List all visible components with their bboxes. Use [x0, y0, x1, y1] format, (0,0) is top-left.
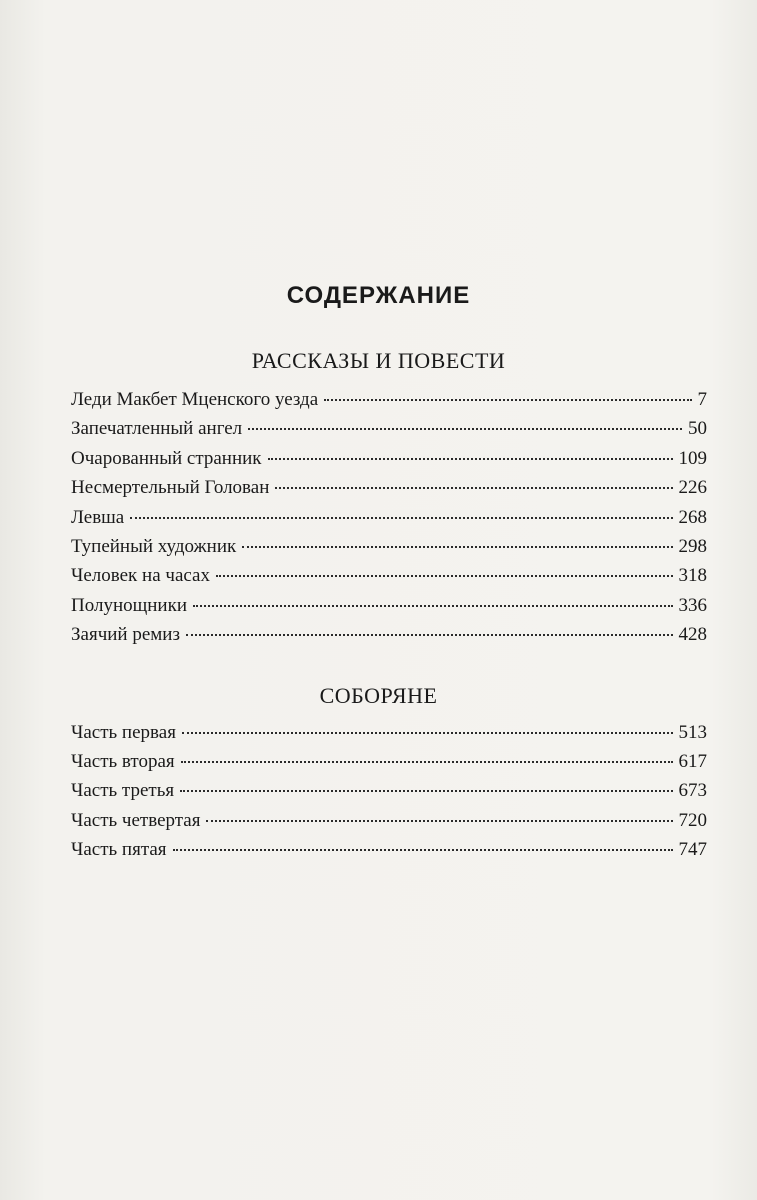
section-heading-stories: РАССКАЗЫ И ПОВЕСТИ — [251, 348, 506, 373]
toc-entry-title: Несмертельный Голован — [71, 477, 270, 499]
dot-leader — [186, 634, 673, 636]
toc-entry — [71, 418, 707, 447]
dot-leader — [182, 732, 673, 734]
toc-entry — [71, 507, 707, 536]
toc-entry-page: 720 — [678, 809, 707, 831]
dot-leader — [268, 458, 673, 460]
toc-entry-page: 318 — [678, 565, 707, 587]
toc-entry — [71, 810, 707, 839]
toc-list-soboryane — [71, 722, 707, 868]
toc-entry-title: Часть третья — [71, 780, 175, 802]
toc-entry-page: 7 — [697, 389, 707, 410]
toc-entry-page: 428 — [678, 624, 707, 646]
toc-entry-title: Часть первая — [71, 722, 176, 743]
toc-entry-title: Часть вторая — [71, 751, 175, 773]
toc-entry-page: 617 — [678, 751, 707, 773]
dot-leader — [173, 849, 673, 851]
dot-leader — [206, 820, 672, 822]
toc-entry — [71, 624, 707, 653]
toc-entry — [71, 595, 707, 624]
section-heading-soboryane: СОБОРЯНЕ — [319, 683, 438, 708]
toc-entry — [71, 565, 707, 594]
toc-list-stories — [71, 389, 707, 654]
toc-entry-title: Леди Макбет Мценского уезда — [71, 389, 319, 410]
toc-entry-page: 673 — [678, 780, 707, 802]
toc-entry — [71, 780, 707, 809]
toc-entry-page: 109 — [678, 447, 707, 469]
toc-entry-title: Запечатленный ангел — [71, 418, 243, 440]
dot-leader — [130, 517, 672, 519]
toc-entry — [71, 448, 707, 477]
toc-entry-title: Полунощники — [71, 594, 187, 616]
toc-entry-page: 336 — [678, 594, 707, 616]
dot-leader — [180, 790, 672, 792]
toc-entry-page: 226 — [678, 477, 707, 499]
dot-leader — [248, 428, 682, 430]
toc-entry — [71, 839, 707, 868]
toc-entry-page: 268 — [678, 506, 707, 528]
toc-entry-title: Тупейный художник — [71, 535, 237, 557]
toc-entry-page: 513 — [678, 722, 707, 743]
toc-entry-title: Часть пятая — [71, 838, 167, 860]
toc-entry — [71, 536, 707, 565]
dot-leader — [275, 487, 672, 489]
toc-entry-title: Часть четвертая — [71, 809, 201, 831]
dot-leader — [242, 546, 672, 548]
contents-title: СОДЕРЖАНИЕ — [286, 282, 471, 309]
toc-entry — [71, 389, 707, 418]
toc-entry-title: Левша — [71, 506, 125, 528]
toc-entry-page: 298 — [678, 535, 707, 557]
toc-entry-page: 50 — [688, 418, 707, 440]
toc-entry — [71, 722, 707, 751]
toc-entry — [71, 477, 707, 506]
toc-entry — [71, 751, 707, 780]
dot-leader — [324, 399, 691, 401]
dot-leader — [181, 761, 673, 763]
dot-leader — [193, 605, 673, 607]
toc-entry-title: Человек на часах — [71, 565, 210, 587]
toc-entry-title: Заячий ремиз — [71, 624, 180, 646]
toc-entry-title: Очарованный странник — [71, 447, 262, 469]
toc-entry-page: 747 — [678, 838, 707, 860]
dot-leader — [216, 575, 673, 577]
